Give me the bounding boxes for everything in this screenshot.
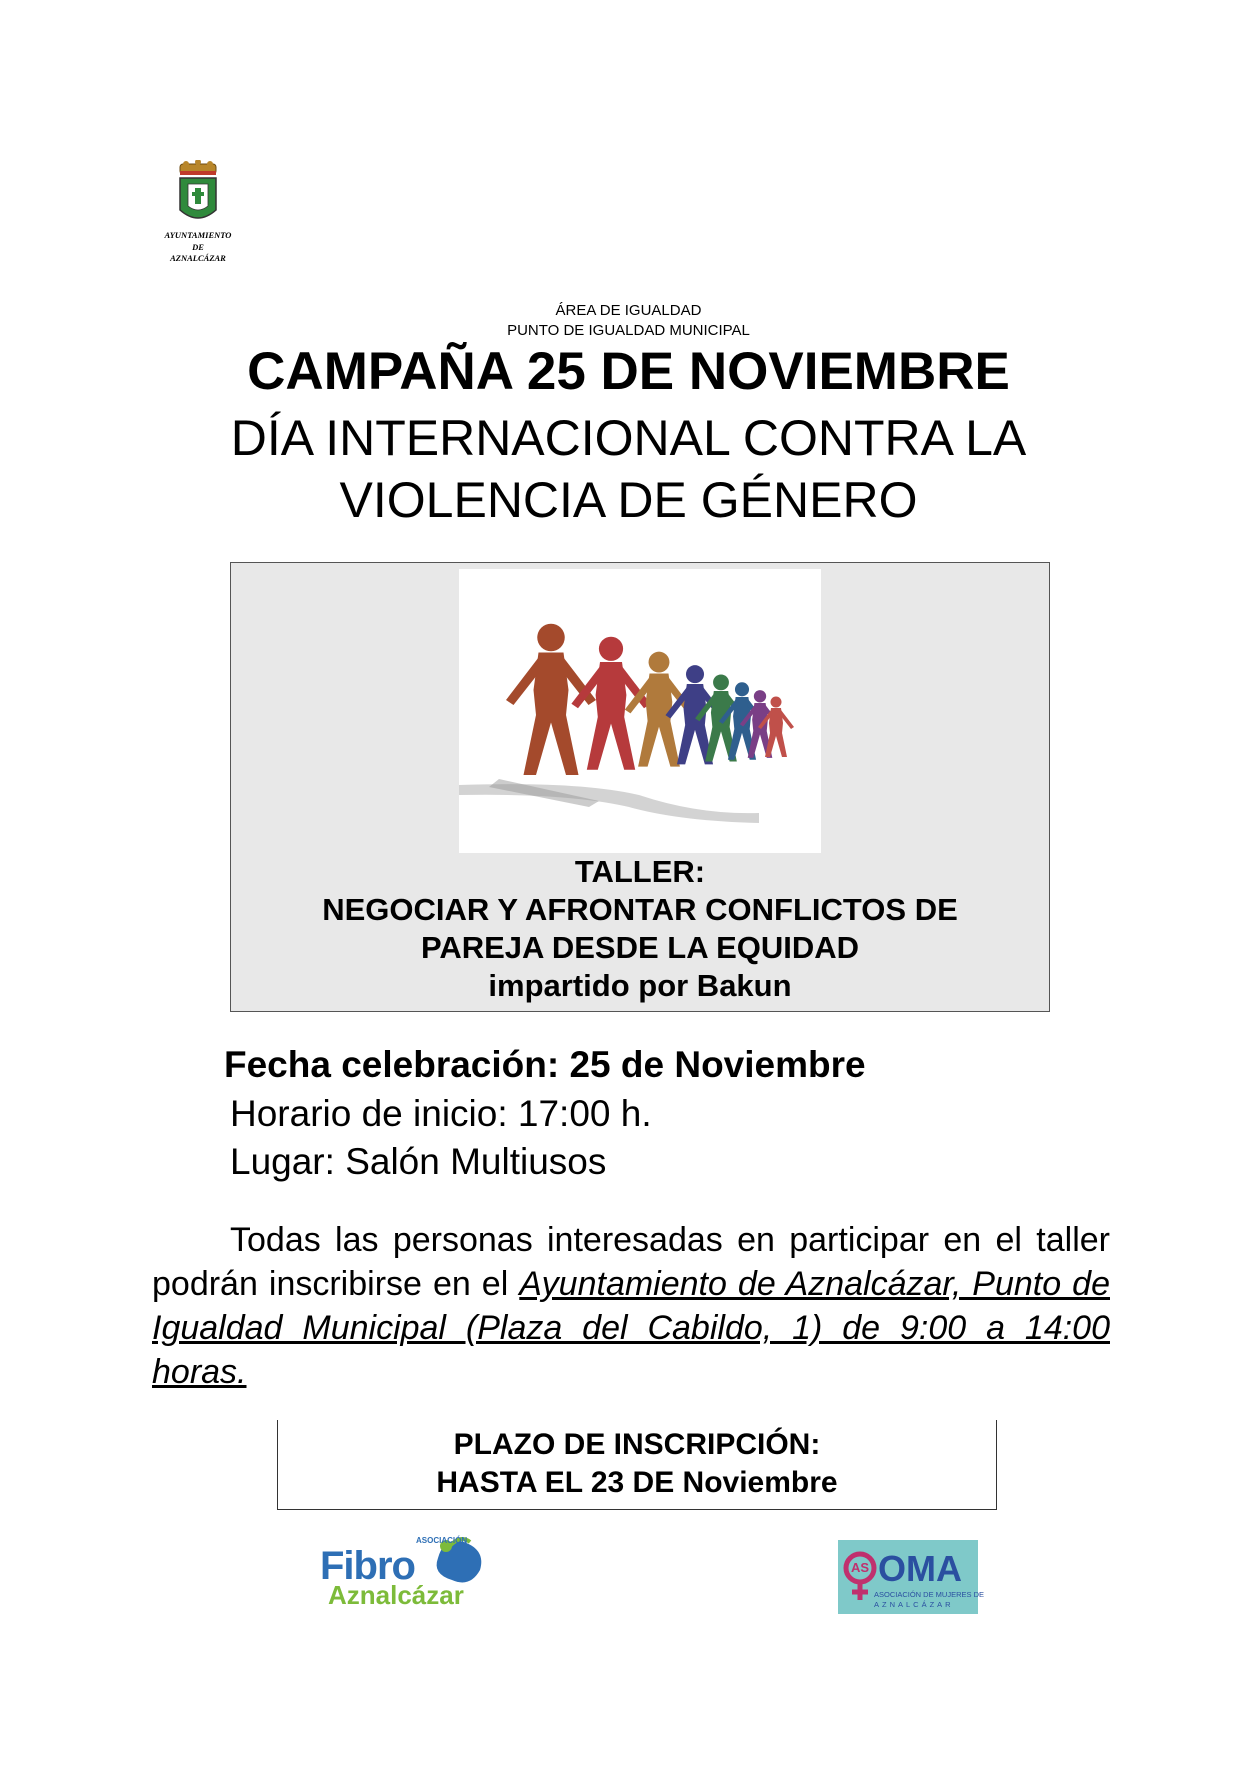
day-title-line2: VIOLENCIA DE GÉNERO xyxy=(339,472,918,528)
asoma-as: AS xyxy=(851,1560,870,1575)
area-subtitle: PUNTO DE IGUALDAD MUNICIPAL xyxy=(507,322,750,339)
event-place: Lugar: Salón Multiusos xyxy=(230,1141,607,1182)
crest-shield-icon xyxy=(150,160,246,240)
fibro-place: Aznalcázar xyxy=(328,1580,464,1610)
workshop-description xyxy=(231,853,1049,1005)
workshop-instructor: impartido por Bakun xyxy=(488,968,792,1003)
workshop-title-line2: PAREJA DESDE LA EQUIDAD xyxy=(420,930,860,965)
campaign-title: CAMPAÑA 25 DE NOVIEMBRE xyxy=(247,342,1010,401)
crest-label-line1: AYUNTAMIENTO xyxy=(164,230,232,240)
municipal-crest-logo xyxy=(150,160,246,270)
deadline-label: PLAZO DE INSCRIPCIÓN: xyxy=(453,1428,821,1461)
fibro-association-label: ASOCIACIÓN xyxy=(416,1536,468,1545)
workshop-title-line1: NEGOCIAR Y AFRONTAR CONFLICTOS DE xyxy=(322,892,958,927)
crest-label-line3: AZNALCÁZAR xyxy=(170,253,226,263)
fibro-aznalcazar-logo xyxy=(320,1530,496,1610)
asoma-word: OMA xyxy=(878,1548,962,1589)
event-time: Horario de inicio: 17:00 h. xyxy=(230,1093,652,1134)
deadline-box xyxy=(277,1420,997,1510)
day-title-line1: DÍA INTERNACIONAL CONTRA LA xyxy=(230,410,1027,466)
workshop-box xyxy=(230,562,1050,1012)
crest-label-line2: DE xyxy=(192,242,204,252)
workshop-label: TALLER: xyxy=(574,854,706,889)
deadline-date: HASTA EL 23 DE Noviembre xyxy=(436,1466,838,1499)
people-chain-illustration xyxy=(459,569,821,853)
paper-people-icon xyxy=(459,569,821,853)
asoma-subtitle-2: AZNALCÁZAR xyxy=(874,1600,954,1609)
event-date: Fecha celebración: 25 de Noviembre xyxy=(224,1044,866,1085)
registration-intro: Todas las personas interesadas en participar en el taller podrán inscribirse en el xyxy=(152,1221,1110,1303)
fibro-word: Fibro xyxy=(320,1544,415,1588)
asoma-logo xyxy=(838,1540,985,1614)
asoma-subtitle-1: ASOCIACIÓN DE MUJERES DE xyxy=(874,1590,985,1599)
area-title: ÁREA DE IGUALDAD xyxy=(555,302,702,319)
registration-paragraph xyxy=(152,1218,1110,1394)
registration-location: Ayuntamiento de Aznalcázar, Punto de Igualdad Municipal (Plaza del Cabildo, 1) de 9:00 a 14:00 horas. xyxy=(152,1265,1110,1391)
